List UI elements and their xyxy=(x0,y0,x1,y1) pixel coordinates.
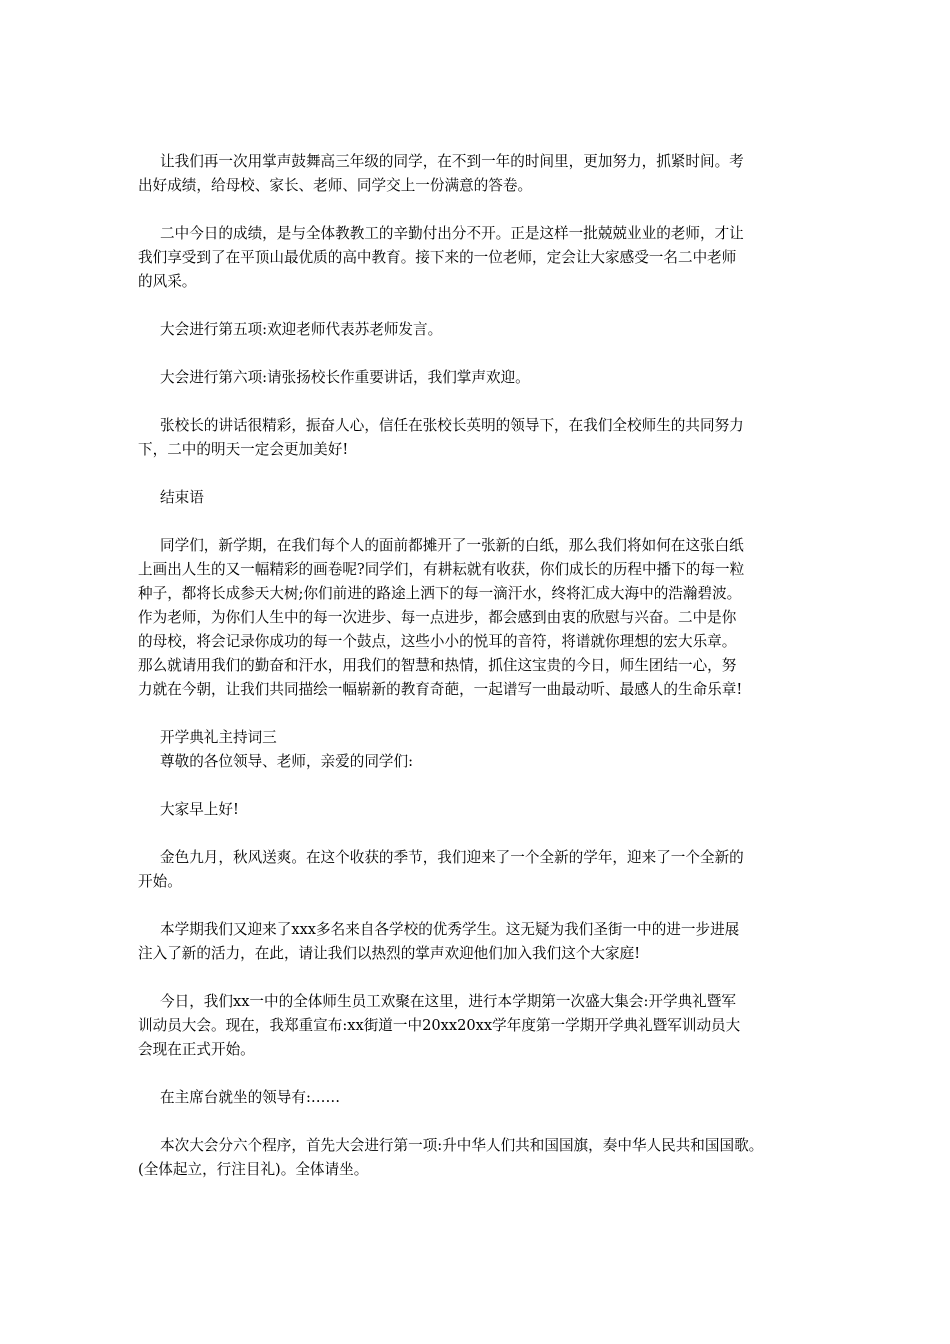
paragraph xyxy=(138,222,828,294)
text-line: 在主席台就坐的领导有:…… xyxy=(160,1089,341,1106)
text-line: 的母校，将会记录你成功的每一个鼓点，这些小小的悦耳的音符，将谱就你理想的宏大乐章。 xyxy=(138,633,737,650)
text-line: 开学典礼主持词三 xyxy=(160,729,277,746)
paragraph-spacer xyxy=(138,342,828,366)
text-line: 我们享受到了在平顶山最优质的高中教育。接下来的一位老师，定会让大家感受一名二中老师 xyxy=(138,249,737,266)
text-line: 开始。 xyxy=(138,873,182,890)
text-line: 金色九月，秋风送爽。在这个收获的季节，我们迎来了一个全新的学年，迎来了一个全新的 xyxy=(160,849,744,866)
paragraph-spacer xyxy=(138,894,828,918)
paragraph xyxy=(138,846,828,894)
paragraph-spacer xyxy=(138,1110,828,1134)
paragraph-spacer xyxy=(138,198,828,222)
paragraph-spacer xyxy=(138,1062,828,1086)
text-line: 作为老师，为你们人生中的每一次进步、每一点进步，都会感到由衷的欣慰与兴奋。二中是你 xyxy=(138,609,737,626)
text-line: 注入了新的活力，在此，请让我们以热烈的掌声欢迎他们加入我们这个大家庭! xyxy=(138,945,641,962)
paragraph-spacer xyxy=(138,294,828,318)
paragraph-spacer xyxy=(138,774,828,798)
text-line: 大会进行第五项:欢迎老师代表苏老师发言。 xyxy=(160,321,443,338)
paragraph xyxy=(138,534,828,702)
text-line: 种子，都将长成参天大树;你们前进的路途上洒下的每一滴汗水，终将汇成大海中的浩瀚碧波。 xyxy=(138,585,742,602)
paragraph xyxy=(138,486,828,510)
text-line: 二中今日的成绩，是与全体教教工的辛勤付出分不开。正是这样一批兢兢业业的老师，才让 xyxy=(160,225,744,242)
text-line: 让我们再一次用掌声鼓舞高三年级的同学，在不到一年的时间里，更加努力，抓紧时间。考 xyxy=(160,153,744,170)
paragraph xyxy=(138,1086,828,1110)
text-line: 大家早上好! xyxy=(160,801,239,818)
paragraph-spacer xyxy=(138,390,828,414)
paragraph xyxy=(138,366,828,390)
paragraph xyxy=(138,414,828,462)
paragraph-spacer xyxy=(138,510,828,534)
paragraph-spacer xyxy=(138,822,828,846)
text-line: 大会进行第六项:请张扬校长作重要讲话，我们掌声欢迎。 xyxy=(160,369,530,386)
text-line: 上画出人生的又一幅精彩的画卷呢?同学们，有耕耘就有收获，你们成长的历程中播下的每一粒 xyxy=(138,561,745,578)
text-line: 今日，我们xx一中的全体师生员工欢聚在这里，进行本学期第一次盛大集会:开学典礼暨军 xyxy=(160,993,736,1010)
text-line: 张校长的讲话很精彩，振奋人心，信任在张校长英明的领导下，在我们全校师生的共同努力 xyxy=(160,417,744,434)
text-line: 力就在今朝，让我们共同描绘一幅崭新的教育奇葩，一起谱写一曲最动听、最感人的生命乐章! xyxy=(138,681,743,698)
paragraph-spacer xyxy=(138,462,828,486)
text-line: 的风采。 xyxy=(138,273,197,290)
paragraph xyxy=(138,150,828,198)
text-line: 出好成绩，给母校、家长、老师、同学交上一份满意的答卷。 xyxy=(138,177,533,194)
paragraph xyxy=(138,990,828,1062)
paragraph-spacer xyxy=(138,966,828,990)
text-line: 同学们，新学期，在我们每个人的面前都摊开了一张新的白纸，那么我们将如何在这张白纸 xyxy=(160,537,744,554)
text-line: 下，二中的明天一定会更加美好! xyxy=(138,441,349,458)
text-line: 尊敬的各位领导、老师，亲爱的同学们: xyxy=(160,753,414,770)
text-line: (全体起立，行注目礼)。全体请坐。 xyxy=(138,1161,369,1178)
text-line: 本学期我们又迎来了xxx多名来自各学校的优秀学生。这无疑为我们圣街一中的进一步进展 xyxy=(160,921,740,938)
paragraph xyxy=(138,726,828,774)
paragraph xyxy=(138,798,828,822)
paragraph xyxy=(138,318,828,342)
text-line: 训动员大会。现在，我郑重宣布:xx街道一中20xx20xx学年度第一学期开学典礼暨军训动员大 xyxy=(138,1017,741,1034)
paragraph xyxy=(138,918,828,966)
text-line: 结束语 xyxy=(160,489,204,506)
text-line: 那么就请用我们的勤奋和汗水，用我们的智慧和热情，抓住这宝贵的今日，师生团结一心，努 xyxy=(138,657,737,674)
paragraph-spacer xyxy=(138,702,828,726)
document-body xyxy=(138,150,828,1182)
text-line: 会现在正式开始。 xyxy=(138,1041,255,1058)
paragraph xyxy=(138,1134,828,1182)
text-line: 本次大会分六个程序，首先大会进行第一项:升中华人们共和国国旗，奏中华人民共和国国歌。 xyxy=(160,1137,764,1154)
